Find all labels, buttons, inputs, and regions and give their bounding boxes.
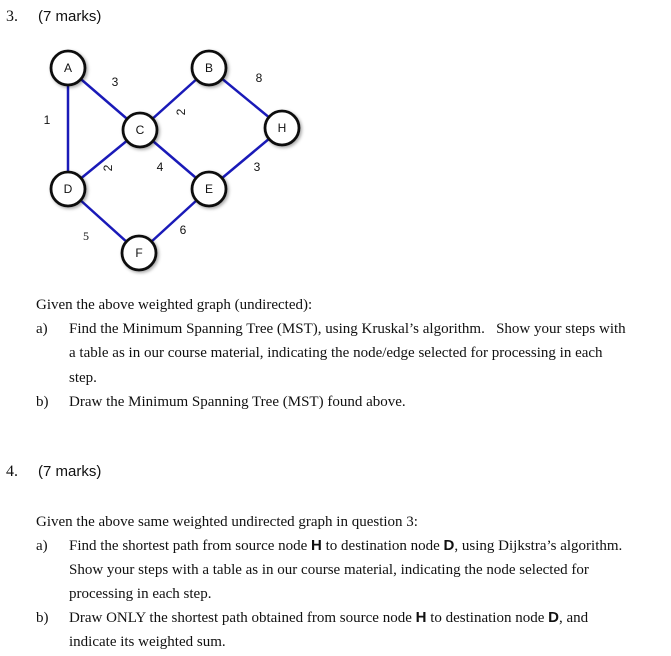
node-d-label: D <box>63 182 73 196</box>
q3-a-line2: a table as in our course material, indicating the node/edge selected for processing in each <box>69 345 603 361</box>
q4-a-label: a) <box>36 538 48 554</box>
weight-c-e: 4 <box>156 160 164 174</box>
weighted-graph <box>0 0 671 290</box>
q4-a-dest-node: D <box>443 537 455 554</box>
weight-d-f: 5 <box>83 229 89 243</box>
q4-b-line1 <box>69 606 588 630</box>
node-h-label: H <box>277 121 287 135</box>
weight-a-d: 1 <box>43 113 51 127</box>
q4-a-line1 <box>69 534 622 558</box>
q4-intro: Given the above same weighted undirected graph in question 3: <box>36 514 418 530</box>
q4-b-line1-mid: to destination node <box>426 610 549 626</box>
q4-b-line2: indicate its weighted sum. <box>69 634 226 650</box>
q3-b-text: Draw the Minimum Spanning Tree (MST) found above. <box>69 394 406 410</box>
q3-intro: Given the above weighted graph (undirected): <box>36 297 313 313</box>
node-c-label: C <box>135 123 145 137</box>
q4-b-label: b) <box>36 610 49 626</box>
q3-a-line3: step. <box>69 370 97 386</box>
weight-e-f: 6 <box>179 223 187 237</box>
weight-a-c: 3 <box>111 75 119 89</box>
weight-b-c: 2 <box>174 108 188 116</box>
q4-a-line3: processing in each step. <box>69 586 212 602</box>
q4-a-source-node: H <box>311 537 322 554</box>
weight-c-d: 2 <box>101 164 115 172</box>
node-b-label: B <box>204 61 214 75</box>
q4-a-line1-post: , using Dijkstra’s algorithm. <box>454 538 623 554</box>
node-f-label: F <box>135 246 143 260</box>
node-a-label: A <box>63 61 73 75</box>
weight-b-h: 8 <box>255 71 263 85</box>
q4-b-dest-node: D <box>548 609 559 626</box>
q3-a-line1: Find the Minimum Spanning Tree (MST), using Kruskal’s algorithm. Show your steps with <box>69 321 626 337</box>
q3-b-label: b) <box>36 394 49 410</box>
node-e-label: E <box>204 182 214 196</box>
q4-a-line2: Show your steps with a table as in our course material, indicating the node selected for <box>69 562 589 578</box>
q4-a-line1-mid: to destination node <box>321 538 444 554</box>
q4-b-line1-pre: Draw ONLY the shortest path obtained from source node <box>69 610 416 626</box>
q4-b-source-node: H <box>415 609 427 626</box>
q3-a-label: a) <box>36 321 48 337</box>
q4-b-line1-post: , and <box>558 610 589 626</box>
q4-a-line1-pre: Find the shortest path from source node <box>69 538 312 554</box>
q4-marks: (7 marks) <box>38 463 102 480</box>
q3-marks: (7 marks) <box>38 8 102 25</box>
q4-number: 4. <box>6 463 18 480</box>
q3-number: 3. <box>6 8 18 25</box>
weight-e-h: 3 <box>253 160 261 174</box>
